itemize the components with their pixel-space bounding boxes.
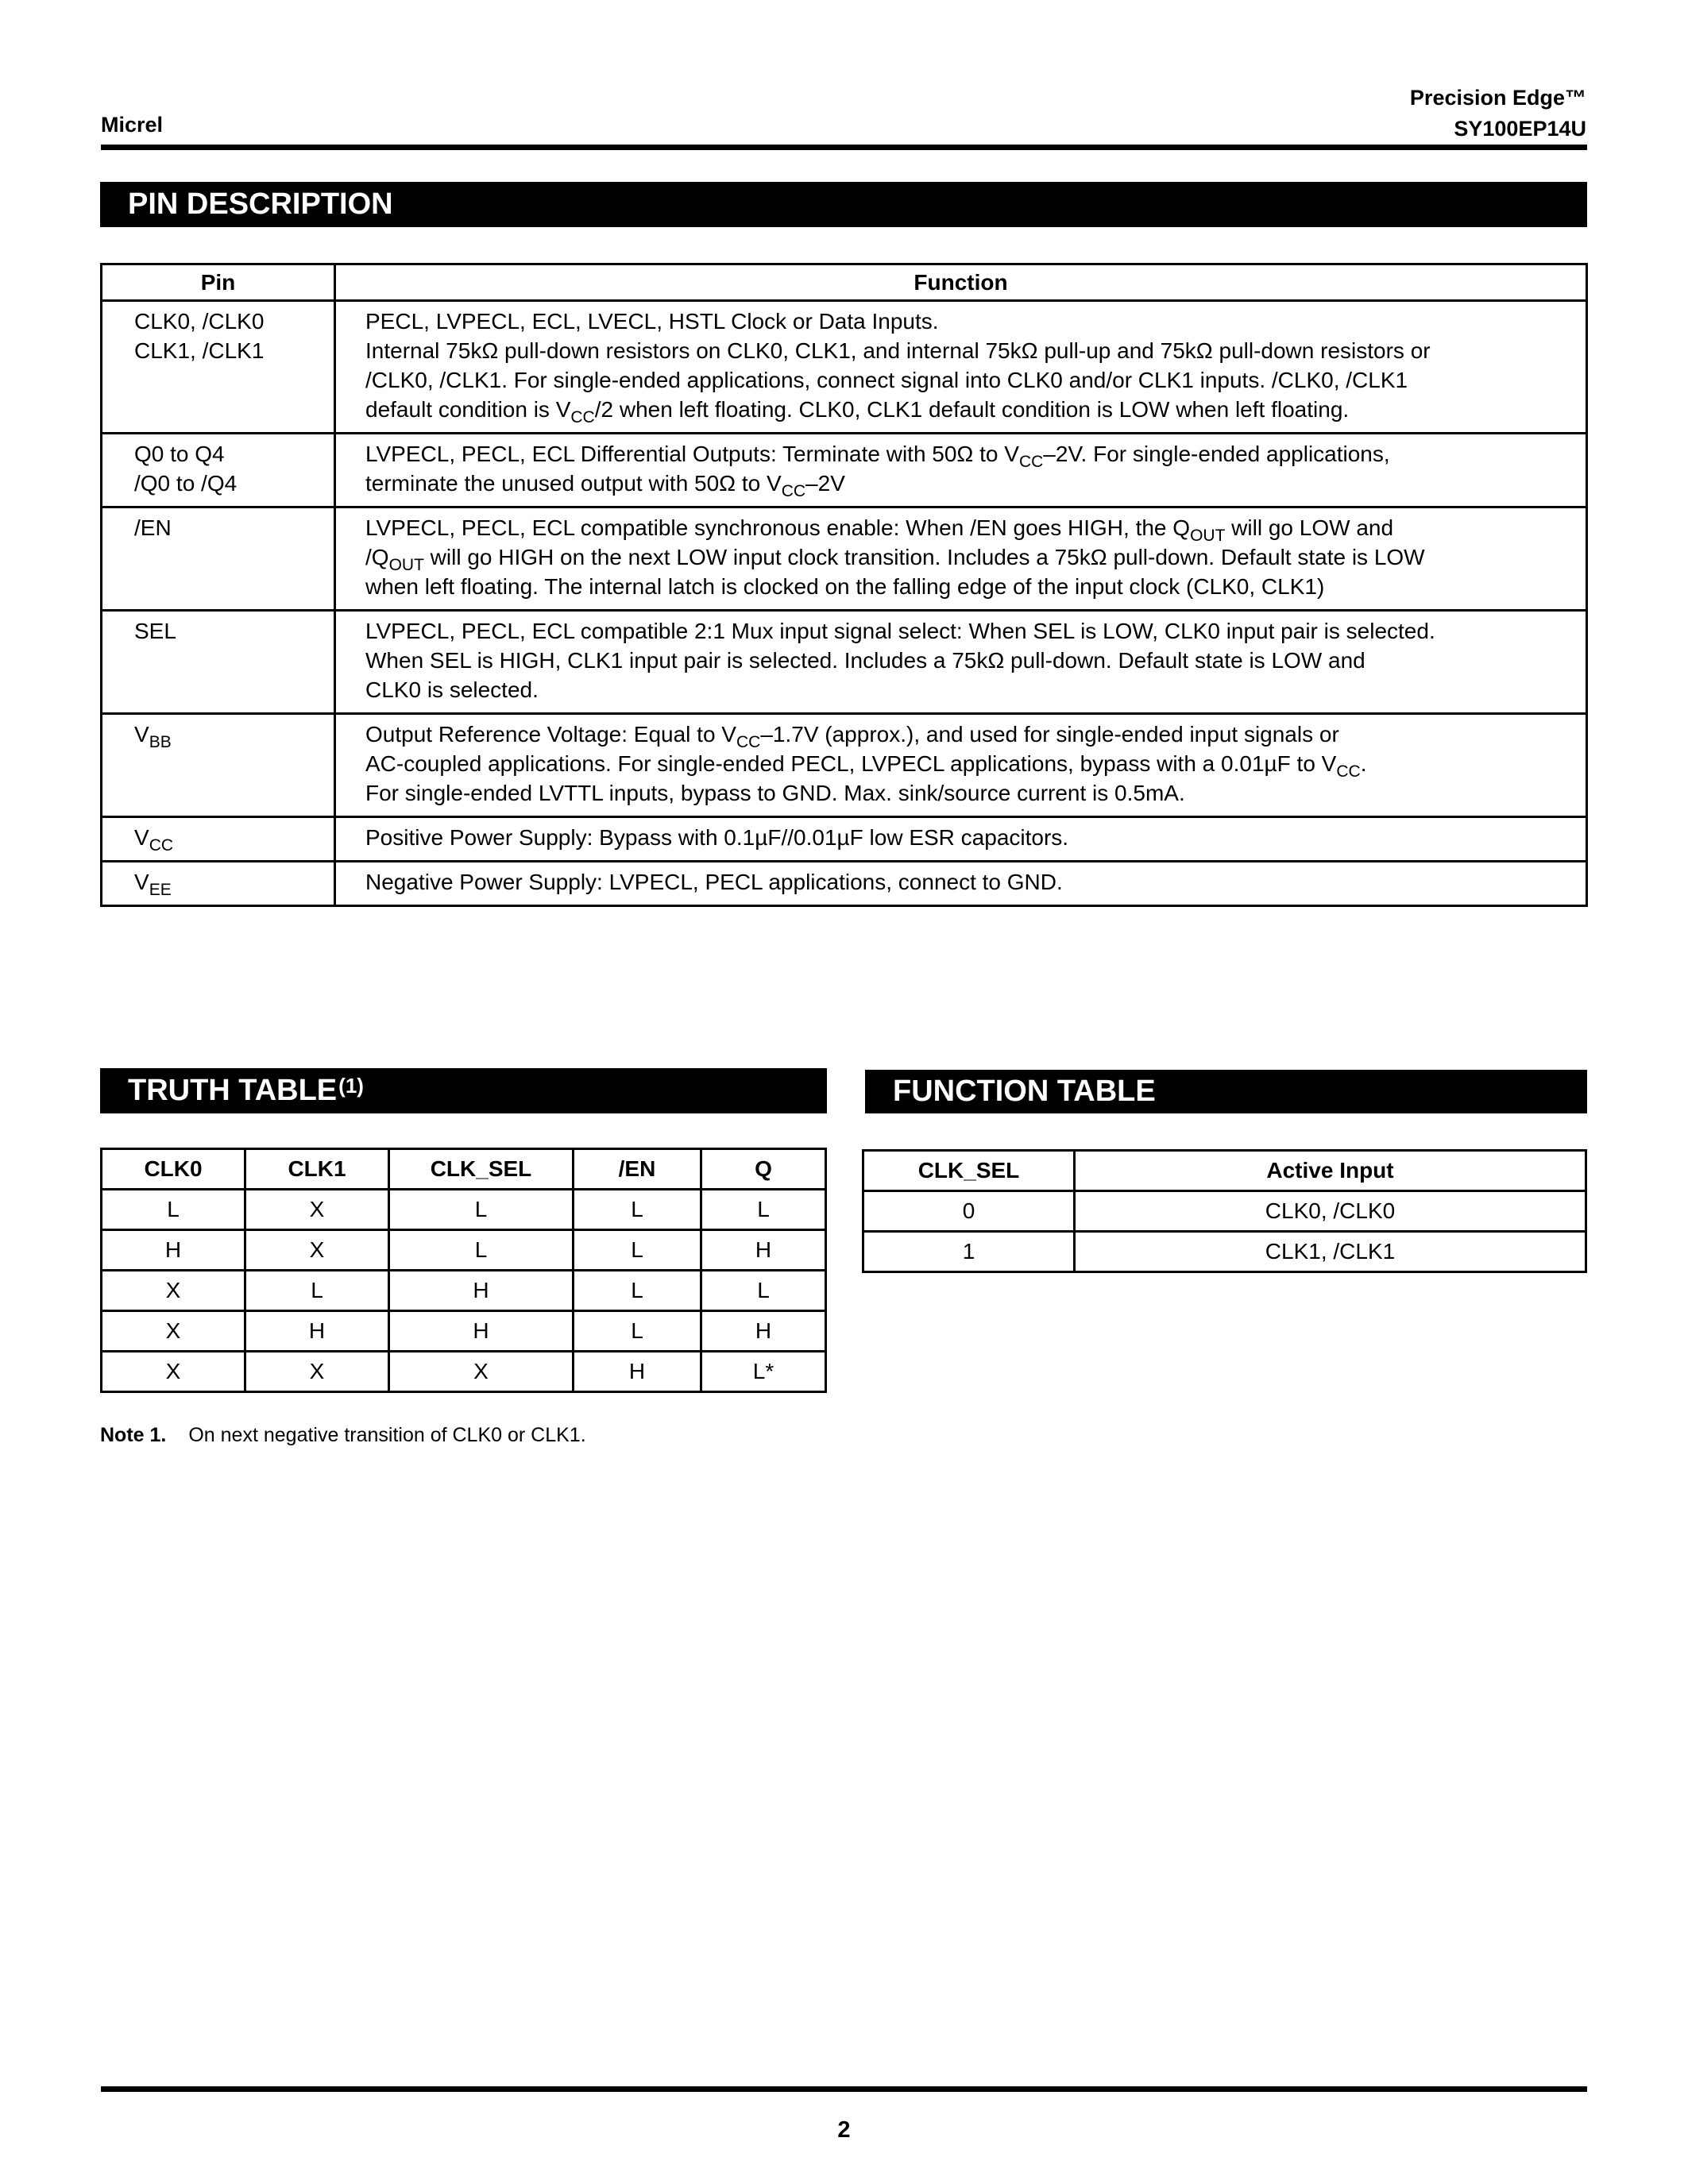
pin-name: CLK1, /CLK1 [134,338,265,363]
function-line: when left floating. The internal latch is clocked on the falling edge of the input clock (CLK0, CLK1) [365,574,1325,599]
table-row [102,1230,826,1271]
function-line: PECL, LVPECL, ECL, LVECL, HSTL Clock or Data Inputs. [365,309,939,334]
table-cell: L [701,1271,826,1311]
table-cell: L [102,1190,245,1230]
table-cell: L [389,1230,574,1271]
truth-table-note [100,1424,586,1447]
table-row [102,1271,826,1311]
header-right [1410,83,1586,145]
function-line: LVPECL, PECL, ECL Differential Outputs: Terminate with 50Ω to $V_{CC}-2V$. For single-ended applications, [365,442,1390,471]
product-line: Precision Edge™ [1409,86,1586,110]
function-table-title: FUNCTION TABLE [893,1075,1156,1108]
column-header: CLK_SEL [863,1151,1075,1191]
table-row [102,862,1587,906]
pin-name: $V_{EE}$ [134,870,172,899]
table-cell: L [574,1190,701,1230]
function-line: For single-ended LVTTL inputs, bypass to GND. Max. sink/source current is 0.5mA. [365,781,1185,805]
function-cell [335,817,1587,862]
table-row [102,1352,826,1392]
table-cell: X [245,1230,389,1271]
column-header: CLK_SEL [389,1149,574,1190]
column-header: CLK0 [102,1149,245,1190]
table-header-row [102,1149,826,1190]
pin-cell [102,714,335,817]
column-header: CLK1 [245,1149,389,1190]
page-number: 2 [837,2117,851,2143]
function-line: /CLK0, /CLK1. For single-ended applications, connect signal into CLK0 and/or CLK1 inputs. /CLK0, /CLK1 [365,368,1408,392]
table-cell: H [245,1311,389,1352]
column-header: Active Input [1075,1151,1586,1191]
table-cell: L [574,1311,701,1352]
function-line: AC-coupled applications. For single-ended PECL, LVPECL applications, bypass with a 0.01µF to $V_{CC}$. [365,751,1367,781]
table-cell: X [102,1352,245,1392]
truth-table-title-bar [100,1068,827,1113]
pin-cell [102,301,335,434]
table-header-row [102,264,1587,301]
table-cell: H [701,1230,826,1271]
function-line: terminate the unused output with 50Ω to $V_{CC}-2V$ [365,471,845,500]
table-cell: L* [701,1352,826,1392]
table-row [102,434,1587,507]
table-cell: L [574,1271,701,1311]
table-cell: CLK1, /CLK1 [1075,1232,1586,1272]
pin-cell [102,862,335,906]
table-row [102,507,1587,611]
footer-rule [101,2086,1587,2092]
table-cell: X [245,1352,389,1392]
table-header-row [863,1151,1586,1191]
function-cell [335,301,1587,434]
table-cell: X [102,1271,245,1311]
pin-name: /Q0 to /Q4 [134,471,238,496]
table-cell: L [245,1271,389,1311]
table-cell: X [389,1352,574,1392]
table-cell: L [701,1190,826,1230]
table-cell: H [102,1230,245,1271]
function-line: CLK0 is selected. [365,677,539,702]
function-line: default condition is $V_{CC}/2$ when left floating. CLK0, CLK1 default condition is LOW when left floating. [365,397,1350,426]
table-cell: H [701,1311,826,1352]
function-line: LVPECL, PECL, ECL compatible 2:1 Mux input signal select: When SEL is LOW, CLK0 input pair is selected. [365,619,1435,643]
table-cell: H [574,1352,701,1392]
truth-table-note-ref: (1) [338,1074,364,1098]
table-row [863,1191,1586,1232]
function-line: Negative Power Supply: LVPECL, PECL applications, connect to GND. [365,870,1063,894]
function-table-title-bar [865,1070,1587,1113]
table-cell: 0 [863,1191,1075,1232]
pin-cell [102,507,335,611]
pin-cell [102,434,335,507]
table-cell: X [102,1311,245,1352]
pin-name: CLK0, /CLK0 [134,309,265,334]
pin-name: Q0 to Q4 [134,442,225,466]
column-header: Q [701,1149,826,1190]
function-cell [335,507,1587,611]
function-cell [335,862,1587,906]
note-text: On next negative transition of CLK0 or CLK1. [188,1424,586,1446]
table-cell: L [574,1230,701,1271]
pin-name: $V_{CC}$ [134,825,174,855]
table-cell: H [389,1311,574,1352]
table-row [102,611,1587,714]
header-rule [101,145,1587,150]
column-header: /EN [574,1149,701,1190]
table-row [863,1232,1586,1272]
function-line: $/Q_{OUT}$ will go HIGH on the next LOW input clock transition. Includes a 75kΩ pull-down. Default state is LOW [365,545,1425,574]
pin-name: SEL [134,619,176,643]
function-line: When SEL is HIGH, CLK1 input pair is selected. Includes a 75kΩ pull-down. Default state is LOW and [365,648,1365,673]
part-number: SY100EP14U [1454,117,1586,141]
function-cell [335,714,1587,817]
note-label: Note 1. [100,1424,167,1446]
pin-cell [102,611,335,714]
function-cell [335,611,1587,714]
pin-description-title: PIN DESCRIPTION [128,187,393,221]
table-cell: X [245,1190,389,1230]
function-table [862,1149,1587,1273]
table-row [102,1190,826,1230]
company-name: Micrel [101,113,164,137]
truth-table-title: TRUTH TABLE [128,1074,338,1107]
table-cell: CLK0, /CLK0 [1075,1191,1586,1232]
table-row [102,301,1587,434]
pin-name: $V_{BB}$ [134,722,172,751]
function-line: LVPECL, PECL, ECL compatible synchronous enable: When /EN goes HIGH, the $Q_{OUT}$ will go LOW and [365,515,1394,545]
table-row [102,817,1587,862]
pin-description-title-bar [100,182,1587,227]
table-cell: H [389,1271,574,1311]
function-line: Positive Power Supply: Bypass with 0.1µF//0.01µF low ESR capacitors. [365,825,1069,850]
table-row [102,1311,826,1352]
table-cell: L [389,1190,574,1230]
pin-cell [102,817,335,862]
function-line: Output Reference Voltage: Equal to $V_{CC}-1.7V$ (approx.), and used for single-ended input signals or [365,722,1339,751]
column-header-function: Function [335,264,1587,301]
function-cell [335,434,1587,507]
table-cell: 1 [863,1232,1075,1272]
truth-table [100,1148,827,1393]
pin-description-table [100,263,1588,907]
function-line: Internal 75kΩ pull-down resistors on CLK0, CLK1, and internal 75kΩ pull-up and 75kΩ pull-down resistors or [365,338,1431,363]
pin-name: /EN [134,515,172,540]
table-row [102,714,1587,817]
column-header-pin: Pin [102,264,335,301]
